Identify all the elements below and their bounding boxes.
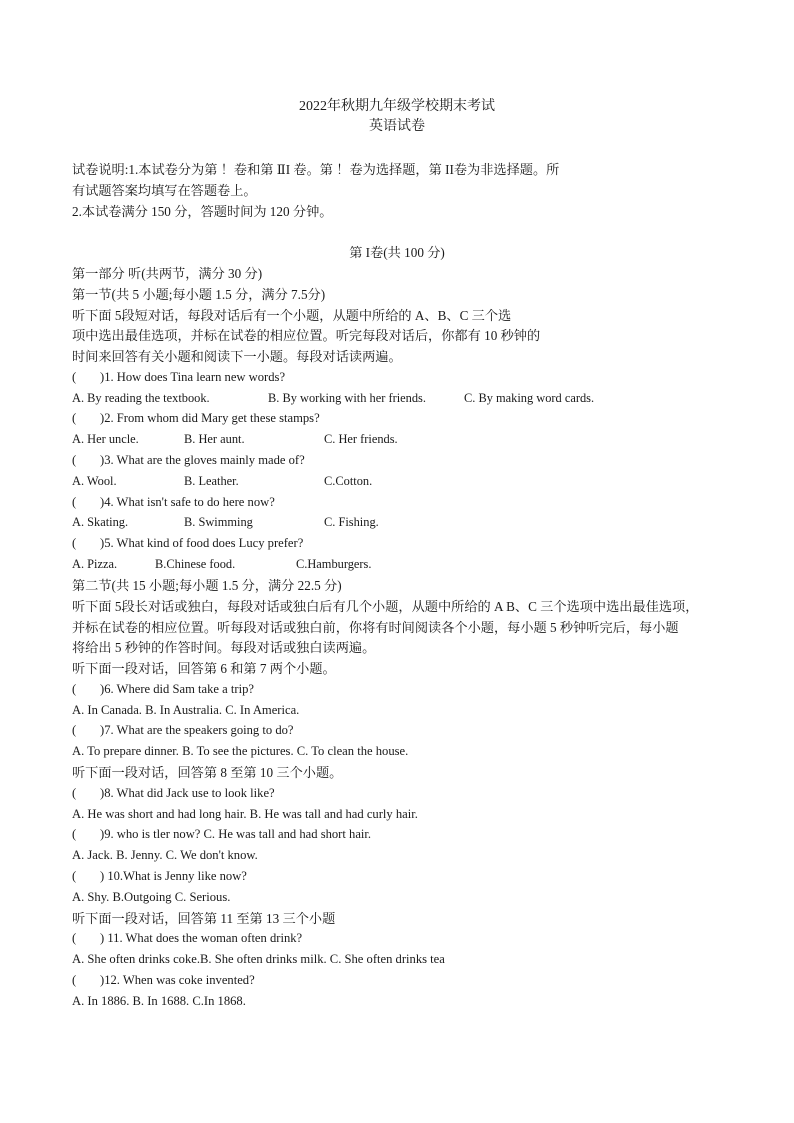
group-3-intro: 听下面一段对话，回答第 11 至第 13 三个小题 (72, 911, 336, 926)
answer-paren: ( (72, 723, 77, 737)
question-6 (72, 681, 254, 698)
question-8-text: )8. What did Jack use to look like? (100, 786, 275, 800)
question-10-text: ) 10.What is Jenny like now? (100, 869, 247, 883)
question-11 (72, 930, 302, 947)
question-8-options: A. He was short and had long hair. B. He was tall and had curly hair. (72, 807, 418, 821)
answer-paren: ( (72, 786, 77, 800)
question-5-option-c: C.Hamburgers. (296, 557, 372, 571)
question-9-text: )9. who is tler now? C. He was tall and had short hair. (100, 827, 372, 841)
question-1-option-a: A. By reading the textbook. (72, 391, 210, 405)
question-2-text: )2. From whom did Mary get these stamps? (100, 411, 320, 425)
section-2-desc-line-2: 并标在试卷的相应位置。听每段对话或独白前，你将有时间阅读各个小题，每小题 5 秒钟听完后，每小题 (72, 620, 679, 635)
question-7-text: )7. What are the speakers going to do? (100, 723, 294, 737)
question-6-text: )6. Where did Sam take a trip? (100, 682, 254, 696)
question-12-options: A. In 1886. B. In 1688. C.In 1868. (72, 994, 246, 1008)
question-2 (72, 410, 320, 427)
volume-1-title: 第 I卷(共 100 分) (349, 245, 445, 260)
question-3 (72, 452, 305, 469)
answer-paren: ( (72, 453, 77, 467)
answer-paren: ( (72, 869, 77, 883)
question-4-option-a: A. Skating. (72, 515, 129, 529)
question-10 (72, 868, 247, 885)
question-7-options: A. To prepare dinner. B. To see the pictures. C. To clean the house. (72, 744, 409, 758)
question-4-text: )4. What isn't safe to do here now? (100, 495, 275, 509)
group-1-intro: 听下面一段对话，回答第 6 和第 7 两个小题。 (72, 661, 336, 676)
part-1-title: 第一部分 听(共两节，满分 30 分) (72, 266, 263, 281)
answer-paren: ( (72, 495, 77, 509)
question-4 (72, 494, 275, 511)
answer-paren: ( (72, 536, 77, 550)
question-11-options: A. She often drinks coke.B. She often drinks milk. C. She often drinks tea (72, 952, 445, 966)
question-6-options: A. In Canada. B. In Australia. C. In America. (72, 703, 300, 717)
section-2-desc-line-3: 将给出 5 秒钟的作答时间。每段对话或独白读两遍。 (72, 640, 376, 655)
question-5-option-a: A. Pizza. (72, 557, 118, 571)
question-1-text: )1. How does Tina learn new words? (100, 370, 286, 384)
question-5-option-b: B.Chinese food. (155, 557, 236, 571)
section-1-title: 第一节(共 5 小题;每小题 1.5 分，满分 7.5分) (72, 287, 326, 302)
section-2-title: 第二节(共 15 小题;每小题 1.5 分，满分 22.5 分) (72, 578, 342, 593)
question-2-option-b: B. Her aunt. (184, 432, 245, 446)
section-1-desc-line-1: 听下面 5段短对话，每段对话后有一个小题，从题中所给的 A、B、C 三个选 (72, 308, 512, 323)
question-4-option-c: C. Fishing. (324, 515, 379, 529)
instructions-line-3: 2.本试卷满分 150 分，答题时间为 120 分钟。 (72, 204, 333, 219)
exam-subtitle: 英语试卷 (369, 119, 425, 134)
section-1-desc-line-3: 时间来回答有关小题和阅读下一小题。每段对话读两遍。 (72, 349, 402, 364)
question-1-option-c: C. By making word cards. (464, 391, 595, 405)
question-1 (72, 369, 285, 386)
question-1-option-b: B. By working with her friends. (268, 391, 426, 405)
answer-paren: ( (72, 411, 77, 425)
question-2-option-c: C. Her friends. (324, 432, 398, 446)
group-2-intro: 听下面一段对话，回答第 8 至第 10 三个小题。 (72, 765, 343, 780)
question-2-option-a: A. Her uncle. (72, 432, 139, 446)
answer-paren: ( (72, 370, 77, 384)
question-11-text: ) 11. What does the woman often drink? (100, 931, 303, 945)
question-3-option-a: A. Wool. (72, 474, 117, 488)
answer-paren: ( (72, 682, 77, 696)
question-4-option-b: B. Swimming (184, 515, 253, 529)
answer-paren: ( (72, 931, 77, 945)
question-3-option-c: C.Cotton. (324, 474, 373, 488)
question-3-text: )3. What are the gloves mainly made of? (100, 453, 305, 467)
section-2-desc-line-1: 听下面 5段长对话或独白，每段对话或独白后有几个小题，从题中所给的 A B、C 三个选项中选出最佳选项， (72, 599, 699, 614)
section-1-desc-line-2: 项中选出最佳选项，并标在试卷的相应位置。听完每段对话后，你都有 10 秒钟的 (72, 328, 541, 343)
answer-paren: ( (72, 973, 77, 987)
question-3-option-b: B. Leather. (184, 474, 239, 488)
question-9 (72, 826, 371, 843)
question-10-options: A. Shy. B.Outgoing C. Serious. (72, 890, 231, 904)
instructions-line-1: 试卷说明:1.本试卷分为第 ！卷和第 ⅡI 卷。第 ！卷为选择题，第 II卷为非选择题。所 (72, 162, 560, 177)
question-12 (72, 972, 255, 989)
question-8 (72, 785, 275, 802)
answer-paren: ( (72, 827, 77, 841)
question-5 (72, 535, 303, 552)
question-9-options: A. Jack. B. Jenny. C. We don't know. (72, 848, 258, 862)
question-5-text: )5. What kind of food does Lucy prefer? (100, 536, 304, 550)
question-7 (72, 722, 294, 739)
instructions-line-2: 有试题答案均填写在答题卷上。 (72, 183, 257, 198)
exam-title: 2022年秋期九年级学校期末考试 (299, 99, 495, 114)
question-12-text: )12. When was coke invented? (100, 973, 255, 987)
